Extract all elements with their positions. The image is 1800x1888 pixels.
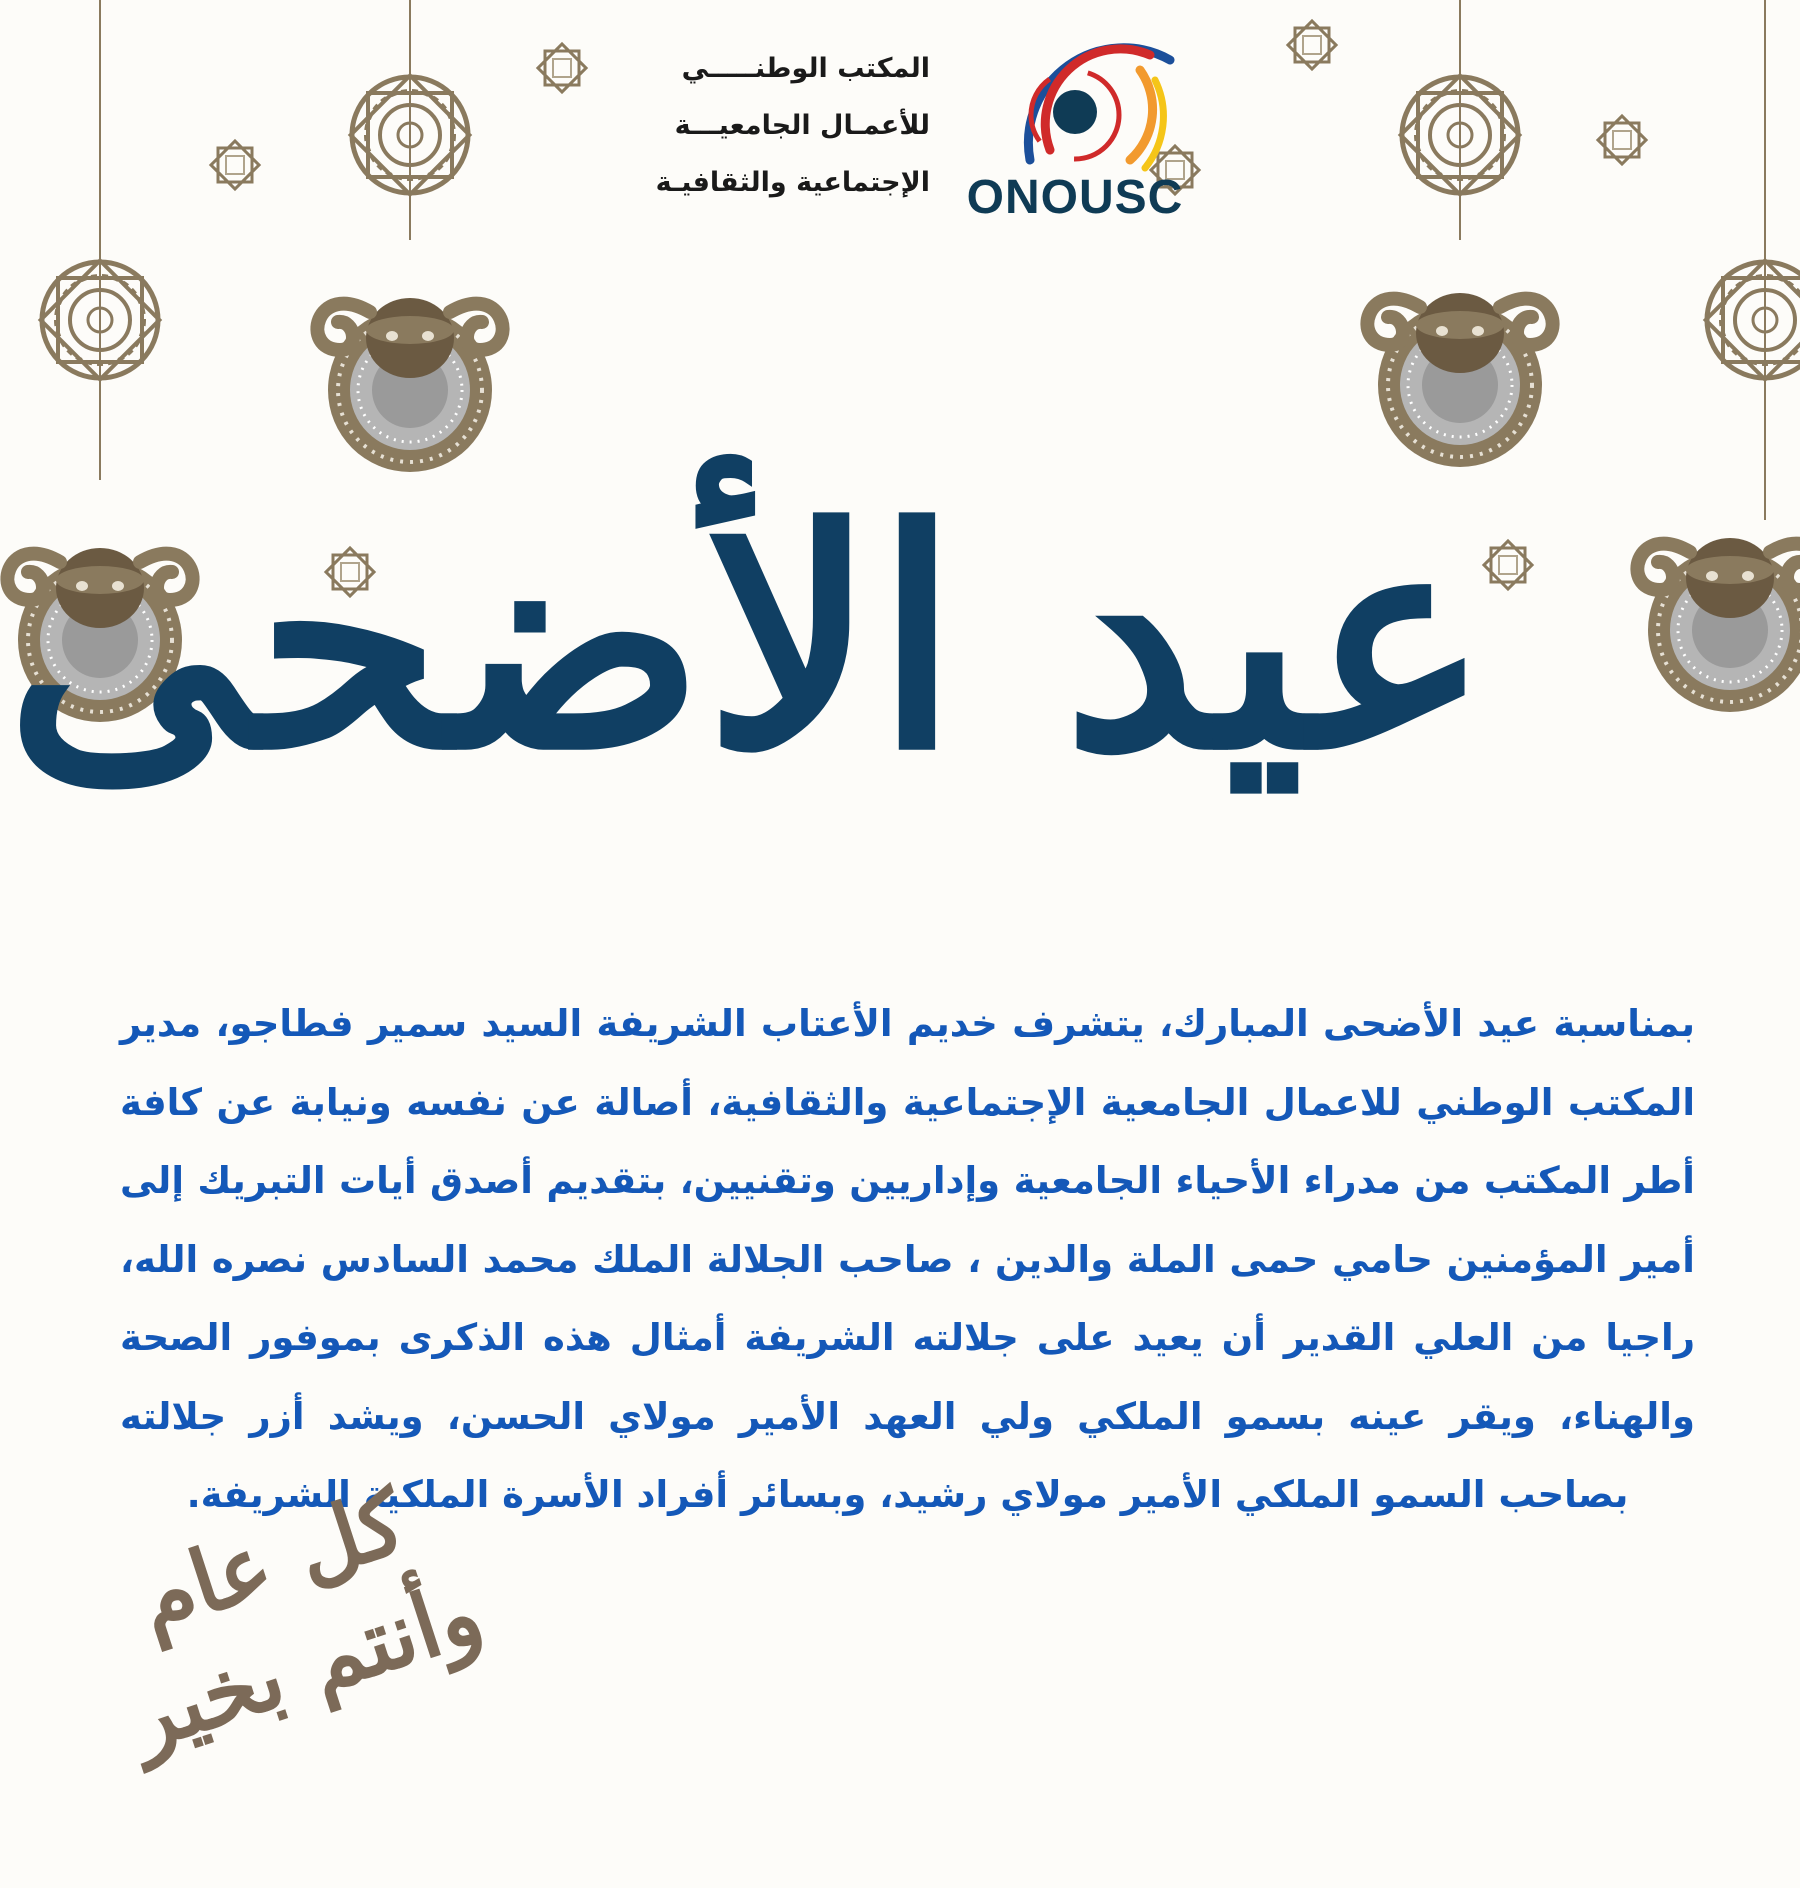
org-name-line-3: الإجتماعية والثقافيـة [655, 167, 930, 198]
org-name-line-2: للأعمـال الجامعيـــة [674, 110, 930, 141]
org-name-line-1: المكتب الوطنـــــي [681, 53, 930, 84]
logo-rings [1028, 48, 1170, 168]
eid-title: عيد الأضحى [5, 463, 1490, 816]
greeting-calligraphy: كل عام وأنتم بخير [116, 1468, 494, 1771]
greeting-message: بمناسبة عيد الأضحى المبارك، يتشرف خديم الأعتاب الشريفة السيد سمير فطاجو، مدير المكتب الوطني للاعمال الجامعية الإجتماعية والثقافية، أصالة عن نفسه ونيابة عن كافة أطر المكتب من مدراء الأحياء الجامعية وإداريين وتقنيين، بتقديم أصدق أيات التبريك إلى أمير المؤمنين حامي حمى الملة والدين ، صاحب الجلالة الملك محمد السادس نصره الله، راجيا من العلي القدير أن يعيد على جلالته الشريفة أمثال هذه الذكرى بموفور الصحة والهناء، ويقر عينه بسمو الملكي ولي العهد الأمير مولاي الحسن، ويشد أزر جلالته بصاحب السمو الملكي الأمير مولاي رشيد، وبسائر أفراد الأسرة الملكية الشريفة. [120, 1002, 1695, 1516]
logo-text: ONOUSC [966, 171, 1184, 224]
org-name [600, 40, 930, 211]
